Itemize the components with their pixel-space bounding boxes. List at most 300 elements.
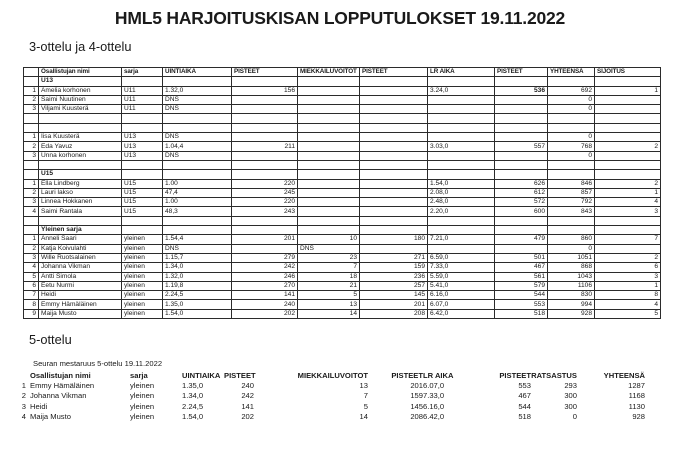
cell: 692 (548, 86, 595, 95)
cell: yleinen (122, 309, 163, 318)
empty-cell (24, 170, 39, 179)
cell: 141 (232, 291, 298, 300)
cell: 242 (241, 391, 254, 401)
empty-cell (232, 123, 298, 132)
row-number: 1 (24, 179, 39, 188)
empty-cell (428, 226, 495, 235)
cell: 6.16,0 (428, 291, 495, 300)
row-number: 1 (24, 235, 39, 244)
result-row (24, 151, 661, 160)
cell: U15 (122, 188, 163, 197)
column-header: PISTEET (499, 370, 531, 380)
cell: yleinen (122, 291, 163, 300)
cell: DNS (163, 95, 232, 104)
row-number: 3 (21, 401, 26, 411)
cell (360, 188, 428, 197)
row-number: 3 (24, 198, 39, 207)
cell: 1043 (548, 272, 595, 281)
cell (298, 86, 360, 95)
cell: 557 (495, 142, 548, 151)
cell: 768 (548, 142, 595, 151)
empty-cell (495, 123, 548, 132)
cell: 246 (232, 272, 298, 281)
cell: yleinen (122, 272, 163, 281)
empty-cell (163, 123, 232, 132)
cell: 1 (595, 188, 661, 197)
cell: 0 (548, 151, 595, 160)
cell (298, 133, 360, 142)
cell: 518 (495, 309, 548, 318)
empty-cell (298, 123, 360, 132)
column-header: sarja (122, 68, 163, 77)
cell (595, 133, 661, 142)
cell: 242 (232, 263, 298, 272)
empty-cell (24, 114, 39, 123)
cell: 5 (595, 309, 661, 318)
cell: 1106 (548, 281, 595, 290)
cell: 501 (495, 253, 548, 262)
empty-cell (428, 114, 495, 123)
empty-cell (163, 216, 232, 225)
empty-cell (360, 160, 428, 169)
result-row (24, 198, 661, 207)
cell: 1.00 (163, 198, 232, 207)
result-row (24, 300, 661, 309)
cell (360, 105, 428, 114)
empty-cell (163, 226, 232, 235)
cell: 201 (360, 300, 428, 309)
cell: 7.21,0 (428, 235, 495, 244)
cell: 6 (595, 263, 661, 272)
row-number: 2 (24, 188, 39, 197)
cell (298, 105, 360, 114)
cell: 0 (548, 105, 595, 114)
result-row (14, 380, 645, 390)
cell: 201 (410, 380, 423, 390)
spacer-row (24, 114, 661, 123)
cell: 467 (518, 391, 531, 401)
cell: Eda Yavuz (39, 142, 122, 151)
empty-cell (163, 77, 232, 86)
cell: 236 (360, 272, 428, 281)
empty-cell (548, 170, 595, 179)
result-row (24, 309, 661, 318)
empty-cell (428, 160, 495, 169)
result-row (24, 133, 661, 142)
cell: 3 (595, 272, 661, 281)
row-number: 2 (21, 391, 26, 401)
cell (360, 179, 428, 188)
cell: 13 (298, 300, 360, 309)
cell: U13 (122, 151, 163, 160)
cell (298, 142, 360, 151)
cell: 7 (363, 391, 368, 401)
cell: 145 (360, 291, 428, 300)
column-header: PISTEET (391, 370, 423, 380)
cell: 14 (298, 309, 360, 318)
result-row (24, 207, 661, 216)
empty-cell (495, 77, 548, 86)
cell: 211 (232, 142, 298, 151)
cell (298, 198, 360, 207)
cell: U11 (122, 95, 163, 104)
cell: 159 (360, 263, 428, 272)
row-number: 1 (21, 380, 26, 390)
cell (360, 207, 428, 216)
empty-cell (298, 170, 360, 179)
cell: 1.32,0 (163, 86, 232, 95)
cell: 279 (232, 253, 298, 262)
cell: yleinen (122, 235, 163, 244)
cell: 1287 (628, 380, 645, 390)
cell: U13 (122, 133, 163, 142)
empty-cell (360, 123, 428, 132)
cell: 1.54,0 (428, 179, 495, 188)
cell: 553 (495, 300, 548, 309)
result-row (24, 179, 661, 188)
row-number: 6 (24, 281, 39, 290)
cell: 561 (495, 272, 548, 281)
result-row (24, 291, 661, 300)
cell: 48,3 (163, 207, 232, 216)
cell: yleinen (122, 244, 163, 253)
empty-cell (122, 216, 163, 225)
cell: 4 (595, 300, 661, 309)
section-label: U13 (39, 77, 122, 86)
empty-cell (595, 216, 661, 225)
cell: 2.20,0 (428, 207, 495, 216)
cell: 245 (232, 188, 298, 197)
row-number: 1 (24, 133, 39, 142)
cell: 145 (410, 401, 423, 411)
cell: 0 (548, 244, 595, 253)
cell: yleinen (122, 281, 163, 290)
cell (495, 151, 548, 160)
cell: 270 (232, 281, 298, 290)
empty-cell (24, 216, 39, 225)
column-header: UINTIAIKA (182, 370, 221, 380)
cell (595, 151, 661, 160)
cell: Katja Koivulahti (39, 244, 122, 253)
cell: 1.34,0 (182, 391, 204, 401)
empty-cell (495, 170, 548, 179)
cell: DNS (298, 244, 360, 253)
cell (360, 86, 428, 95)
empty-cell (360, 114, 428, 123)
cell: 243 (232, 207, 298, 216)
cell: 1.54,4 (163, 235, 232, 244)
spacer-row (24, 123, 661, 132)
cell: 7.33,0 (423, 391, 445, 401)
cell: 600 (495, 207, 548, 216)
header-row (14, 370, 645, 380)
cell: DNS (163, 105, 232, 114)
cell (298, 179, 360, 188)
empty-cell (548, 226, 595, 235)
empty-cell (39, 160, 122, 169)
cell (360, 95, 428, 104)
cell: U15 (122, 198, 163, 207)
cell (360, 244, 428, 253)
cell: 1.15,7 (163, 253, 232, 262)
cell (298, 151, 360, 160)
cell: 7.33,0 (428, 263, 495, 272)
cell (360, 151, 428, 160)
result-row (24, 95, 661, 104)
cell: 1.19,8 (163, 281, 232, 290)
cell: 544 (518, 401, 531, 411)
empty-cell (548, 216, 595, 225)
empty-cell (232, 160, 298, 169)
cell: U13 (122, 142, 163, 151)
empty-cell (122, 123, 163, 132)
cell: 5 (298, 291, 360, 300)
cell: 2.08,0 (428, 188, 495, 197)
column-header: PISTEET (360, 68, 428, 77)
cell: Wille Ruotsalainen (39, 253, 122, 262)
cell: 1130 (628, 401, 645, 411)
column-header: LR AIKA (428, 68, 495, 77)
cell: 3 (595, 207, 661, 216)
empty-cell (428, 77, 495, 86)
empty-cell (360, 170, 428, 179)
cell: 5.41,0 (428, 281, 495, 290)
cell: 6.42,0 (428, 309, 495, 318)
empty-cell (360, 77, 428, 86)
cell: DNS (163, 244, 232, 253)
empty-cell (495, 216, 548, 225)
column-header (14, 370, 30, 380)
cell: 220 (232, 198, 298, 207)
cell (360, 142, 428, 151)
cell (232, 244, 298, 253)
cell (428, 151, 495, 160)
cell: 5 (363, 401, 368, 411)
cell: Unna korhonen (39, 151, 122, 160)
section-label: U15 (39, 170, 122, 179)
empty-cell (122, 160, 163, 169)
cell: Linnea Hokkanen (39, 198, 122, 207)
cell: 1.04,4 (163, 142, 232, 151)
row-number: 5 (24, 272, 39, 281)
empty-cell (232, 77, 298, 86)
result-row (24, 272, 661, 281)
cell: Maija Musto (39, 309, 122, 318)
cell: Eetu Nurmi (39, 281, 122, 290)
cell: 7 (595, 235, 661, 244)
empty-cell (298, 77, 360, 86)
result-row (24, 142, 661, 151)
cell: 180 (360, 235, 428, 244)
cell: 3.03,0 (428, 142, 495, 151)
section-row (24, 77, 661, 86)
cell (428, 95, 495, 104)
empty-cell (428, 170, 495, 179)
empty-cell (24, 226, 39, 235)
row-number: 7 (24, 291, 39, 300)
empty-cell (232, 216, 298, 225)
result-row (24, 105, 661, 114)
column-header: MIEKKAILUVOITOT (298, 68, 360, 77)
spacer-row (24, 216, 661, 225)
row-number: 3 (24, 151, 39, 160)
empty-cell (298, 216, 360, 225)
column-header: Osallistujan nimi (30, 370, 91, 380)
page-title: HML5 HARJOITUSKISAN LOPPUTULOKSET 19.11.2022 (114, 8, 566, 28)
empty-cell (163, 160, 232, 169)
cell: 626 (495, 179, 548, 188)
result-row (24, 188, 661, 197)
cell: 7 (298, 263, 360, 272)
cell: 141 (241, 401, 254, 411)
cell (298, 207, 360, 216)
empty-cell (39, 114, 122, 123)
cell: 2 (595, 142, 661, 151)
cell: 1.35,0 (182, 380, 204, 390)
result-row (24, 253, 661, 262)
cell: yleinen (122, 253, 163, 262)
cell: 6.07,0 (428, 300, 495, 309)
cell: 21 (298, 281, 360, 290)
cell (428, 244, 495, 253)
row-number: 4 (21, 411, 26, 421)
cell (298, 188, 360, 197)
empty-cell (39, 216, 122, 225)
empty-cell (548, 77, 595, 86)
cell: Johanna Vikman (30, 391, 87, 401)
cell: 159 (410, 391, 423, 401)
cell: Maija Musto (30, 411, 71, 421)
cell (232, 151, 298, 160)
empty-cell (595, 170, 661, 179)
cell: yleinen (130, 411, 155, 421)
empty-cell (298, 114, 360, 123)
row-number: 4 (24, 207, 39, 216)
cell: 479 (495, 235, 548, 244)
row-number: 2 (24, 142, 39, 151)
empty-cell (360, 226, 428, 235)
cell: yleinen (130, 391, 155, 401)
column-header: YHTEENSÄ (548, 68, 595, 77)
cell: 8 (595, 291, 661, 300)
column-header: sarja (130, 370, 148, 380)
empty-cell (232, 226, 298, 235)
cell: yleinen (122, 263, 163, 272)
cell: 47,4 (163, 188, 232, 197)
empty-cell (428, 216, 495, 225)
empty-cell (548, 160, 595, 169)
cell: U15 (122, 207, 163, 216)
cell: 156 (232, 86, 298, 95)
cell: U11 (122, 105, 163, 114)
cell: 300 (564, 391, 577, 401)
cell: 0 (548, 95, 595, 104)
cell (595, 244, 661, 253)
cell: 994 (548, 300, 595, 309)
cell: 293 (564, 380, 577, 390)
cell (495, 105, 548, 114)
column-header (24, 68, 39, 77)
empty-cell (232, 170, 298, 179)
cell (360, 198, 428, 207)
result-row (24, 86, 661, 95)
row-number: 8 (24, 300, 39, 309)
cell: U11 (122, 86, 163, 95)
empty-cell (163, 170, 232, 179)
cell: 846 (548, 179, 595, 188)
cell: 536 (495, 86, 548, 95)
empty-cell (428, 123, 495, 132)
empty-cell (163, 114, 232, 123)
results-table-3-4-ottelu (23, 67, 661, 319)
cell: yleinen (130, 380, 155, 390)
empty-cell (24, 160, 39, 169)
empty-cell (495, 226, 548, 235)
section-row (24, 226, 661, 235)
empty-cell (595, 77, 661, 86)
cell: Johanna Vikman (39, 263, 122, 272)
result-row (24, 263, 661, 272)
cell: 6.59,0 (428, 253, 495, 262)
table-subtitle: Seuran mestaruus 5-ottelu 19.11.2022 (33, 359, 163, 369)
empty-cell (298, 226, 360, 235)
cell: 2.24,5 (182, 401, 204, 411)
empty-cell (595, 226, 661, 235)
cell: 928 (632, 411, 645, 421)
row-number: 2 (24, 244, 39, 253)
section-heading-3-4-ottelu: 3-ottelu ja 4-ottelu (29, 39, 132, 54)
cell: DNS (163, 151, 232, 160)
cell: 857 (548, 188, 595, 197)
result-row (14, 411, 645, 421)
cell: 843 (548, 207, 595, 216)
cell (428, 133, 495, 142)
cell (232, 95, 298, 104)
result-row (24, 244, 661, 253)
cell: 928 (548, 309, 595, 318)
column-header: MIEKKAILUVOITOT (297, 370, 368, 380)
column-header: RATSASTUS (531, 370, 577, 380)
cell (298, 95, 360, 104)
spacer-row (24, 160, 661, 169)
cell: Viljami Kuusterä (39, 105, 122, 114)
row-number: 3 (24, 253, 39, 262)
cell: 1.32,0 (163, 272, 232, 281)
cell: 1.35,0 (163, 300, 232, 309)
cell (495, 244, 548, 253)
cell: 13 (359, 380, 368, 390)
cell: 544 (495, 291, 548, 300)
cell: 257 (360, 281, 428, 290)
cell (360, 133, 428, 142)
cell: 2.24,5 (163, 291, 232, 300)
cell (495, 133, 548, 142)
cell: 2.48,0 (428, 198, 495, 207)
empty-cell (232, 114, 298, 123)
cell: 1.54,0 (163, 309, 232, 318)
cell: 23 (298, 253, 360, 262)
cell: Emmy Hämäläinen (30, 380, 95, 390)
empty-cell (122, 114, 163, 123)
cell: 553 (518, 380, 531, 390)
row-number: 2 (24, 95, 39, 104)
cell: Saimi Nuutinen (39, 95, 122, 104)
cell: 300 (564, 401, 577, 411)
cell: Iisa Kuusterä (39, 133, 122, 142)
column-header: Osallistujan nimi (39, 68, 122, 77)
cell: 579 (495, 281, 548, 290)
cell: 14 (359, 411, 368, 421)
